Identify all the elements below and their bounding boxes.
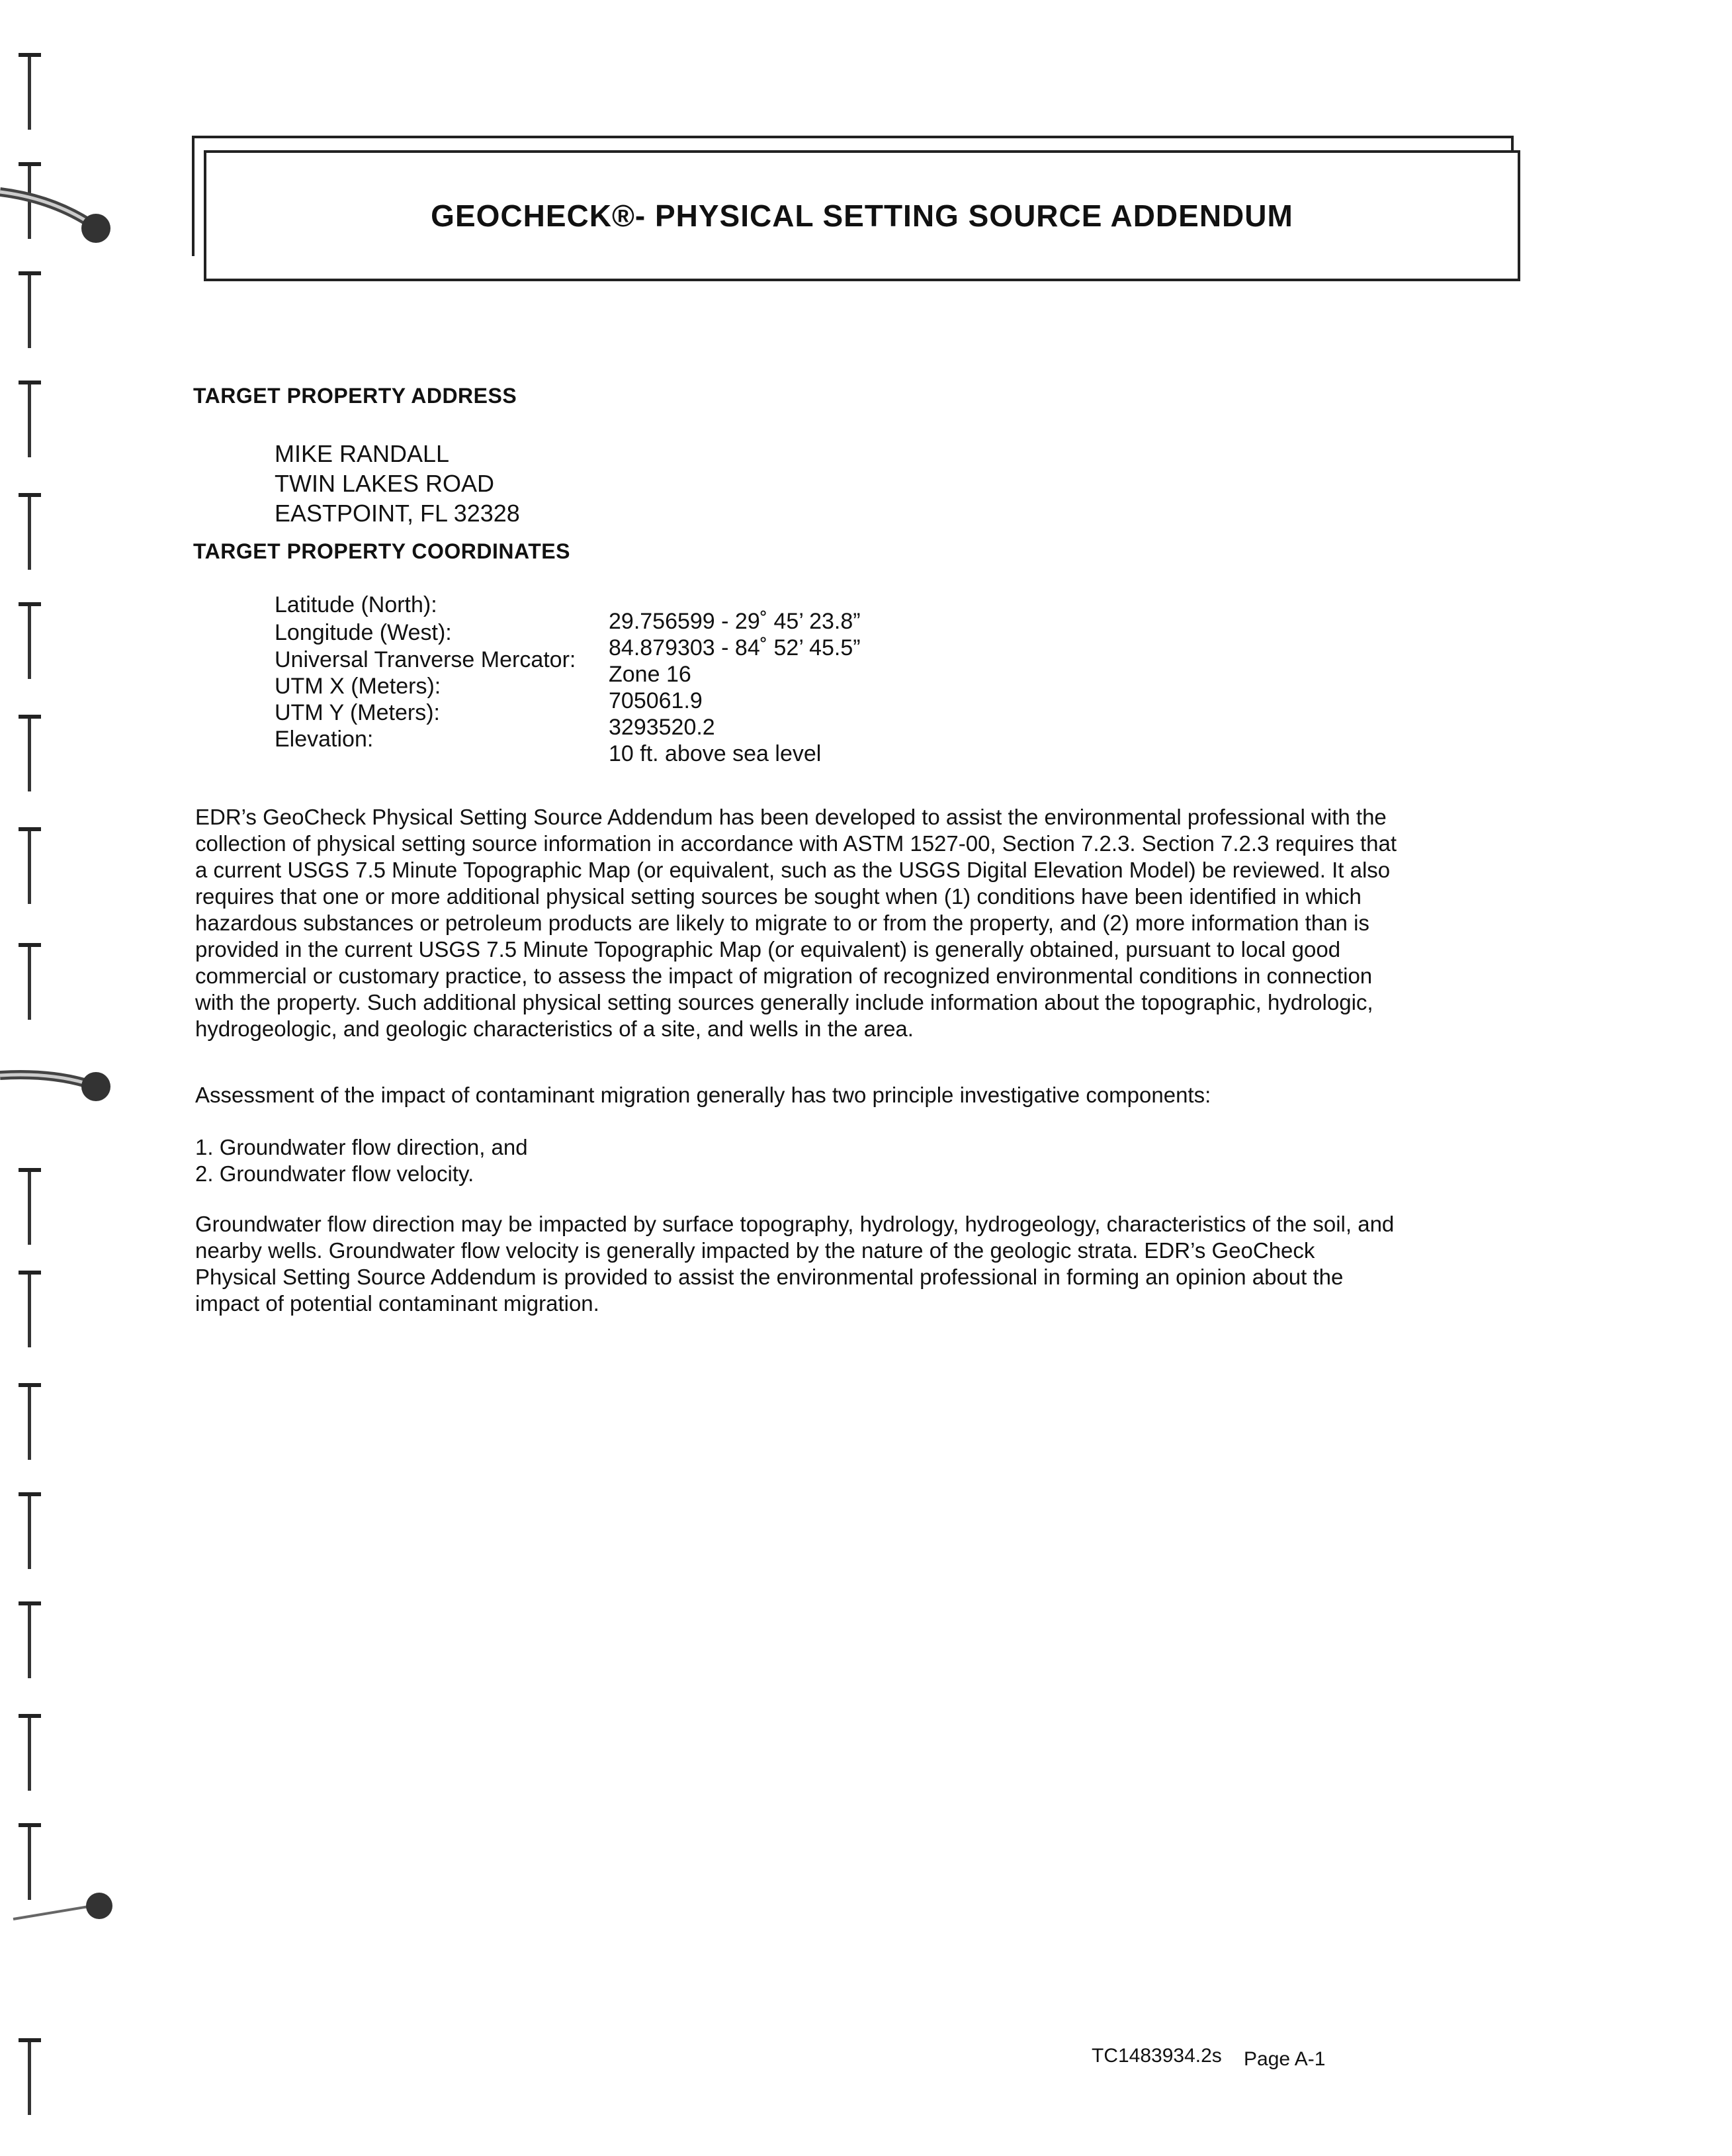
- binder-tab-icon: [19, 381, 41, 460]
- coord-value-utm-x: 705061.9: [609, 688, 703, 713]
- binder-tab-icon: [19, 53, 41, 132]
- coord-label-utm-y: UTM Y (Meters):: [275, 700, 440, 725]
- binder-tab-icon: [19, 1714, 41, 1793]
- list-item: 2. Groundwater flow velocity.: [195, 1161, 474, 1186]
- binder-tab-icon: [19, 602, 41, 682]
- binder-ring-icon: [0, 172, 112, 251]
- intro-paragraph: EDR’s GeoCheck Physical Setting Source Addendum has been developed to assist the environmental professional with the collection of physical setting source information in accordance with ASTM 1527-00, Section 7.2.3. Section 7.2.3 requires that a current USGS 7.5 Minute Topographic Map (or equivalent, such as the USGS Digital Elevation Model) be reviewed. It also requires that one or more additional physical setting sources be sought when (1) conditions have been identified in which hazardous substances or petroleum products are likely to migrate to or from the property, and (2) more information than is provided in the current USGS 7.5 Minute Topographic Map (or equivalent) is generally obtained, pursuant to local good commercial or customary practice, to assess the impact of migration of recognized environmental conditions in connection with the property. Such additional physical setting sources generally include information about the topographic, hydrologic, hydrogeologic, and geologic characteristics of a site, and wells in the area.: [195, 805, 1397, 1041]
- list-item: 1. Groundwater flow direction, and: [195, 1135, 528, 1159]
- binder-tab-icon: [19, 1383, 41, 1462]
- binder-tab-icon: [19, 1168, 41, 1247]
- binder-tab-icon: [19, 2038, 41, 2118]
- coord-value-utm-zone: Zone 16: [609, 662, 691, 687]
- coord-value-latitude: 29.756599 - 29˚ 45’ 23.8”: [609, 609, 861, 634]
- page-number: Page A-1: [1244, 2048, 1326, 2070]
- binder-tab-icon: [19, 1601, 41, 1681]
- header-banner: [192, 136, 1528, 288]
- binder-tab-icon: [19, 827, 41, 907]
- binder-tab-icon: [19, 1271, 41, 1350]
- page-title: GEOCHECK®- PHYSICAL SETTING SOURCE ADDENDUM: [431, 199, 1293, 233]
- address-line: EASTPOINT, FL 32328: [275, 500, 520, 527]
- assessment-paragraph: Assessment of the impact of contaminant migration generally has two principle investigative components:: [195, 1083, 1211, 1107]
- binder-tab-icon: [19, 1492, 41, 1572]
- binder-tab-icon: [19, 943, 41, 1022]
- coord-value-elevation: 10 ft. above sea level: [609, 741, 822, 766]
- document-id: TC1483934.2s: [1092, 2045, 1222, 2067]
- address-line: MIKE RANDALL: [275, 440, 450, 467]
- binder-tab-icon: [19, 493, 41, 572]
- address-section-label: TARGET PROPERTY ADDRESS: [193, 384, 517, 408]
- binder-ring-icon: [0, 1866, 112, 1946]
- binder-ring-icon: [0, 1046, 112, 1125]
- address-line: TWIN LAKES ROAD: [275, 470, 495, 497]
- coord-label-utm-zone: Universal Tranverse Mercator:: [275, 647, 576, 672]
- binder-tab-icon: [19, 715, 41, 794]
- groundwater-paragraph: Groundwater flow direction may be impacted by surface topography, hydrology, hydrogeology, characteristics of the soil, and nearby wells. Groundwater flow velocity is generally impacted by the nature of the geologic strata. EDR’s GeoCheck Physical Setting Source Addendum is provided to assist the environmental professional in forming an opinion about the impact of potential contaminant migration.: [195, 1212, 1395, 1316]
- coord-label-longitude: Longitude (West):: [275, 620, 452, 645]
- coord-label-elevation: Elevation:: [275, 727, 374, 752]
- binder-tab-icon: [19, 271, 41, 351]
- coord-label-utm-x: UTM X (Meters):: [275, 674, 441, 699]
- coord-value-longitude: 84.879303 - 84˚ 52’ 45.5”: [609, 635, 861, 660]
- coord-value-utm-y: 3293520.2: [609, 715, 715, 740]
- coord-label-latitude: Latitude (North):: [275, 592, 437, 617]
- coordinates-section-label: TARGET PROPERTY COORDINATES: [193, 539, 570, 563]
- header-banner-front: [204, 150, 1520, 281]
